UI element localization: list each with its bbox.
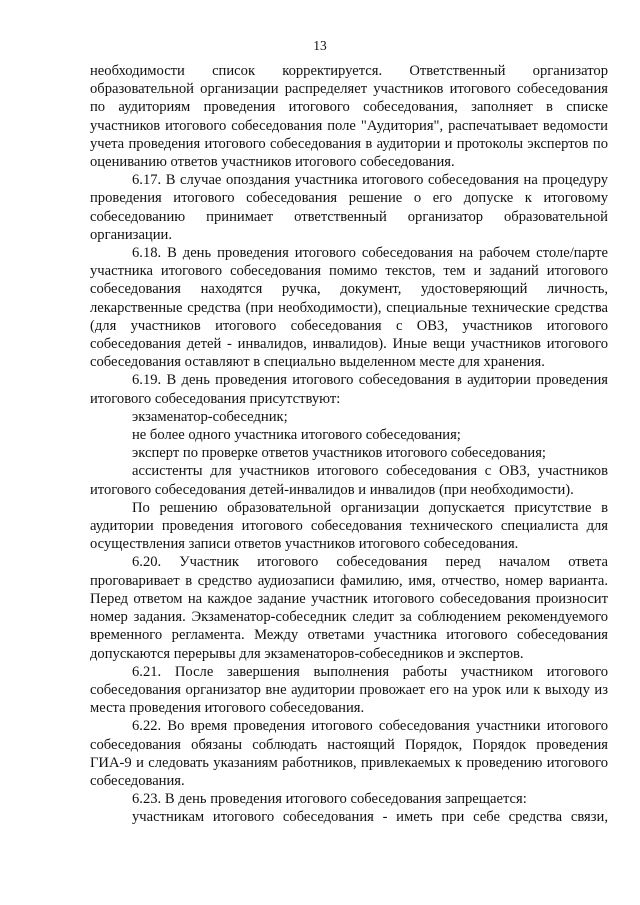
paragraph-6-20: 6.20. Участник итогового собеседования перед началом ответа проговаривает в средство аудиозаписи фамилию, имя, отчество, номер варианта. Перед ответом на каждое задание участник итогового собеседования произносит номер задания. Экзаменатор-собеседник следит за соблюдением рекомендуемого временного регламента. Между ответами участника итогового собеседования допускаются перерывы для экзаменаторов-собеседников и экспертов. bbox=[90, 554, 608, 662]
paragraph-technical-specialist: По решению образовательной организации допускается присутствие в аудитории проведения итогового собеседования технического специалиста для осуществления записи ответов участников итогового собеседования. bbox=[90, 499, 608, 553]
paragraph-continuation: необходимости список корректируется. Ответственный организатор образовательной организации распределяет участников итогового собеседования по аудиториям проведения итогового собеседования, заполняет в списке участников итогового собеседования поле "Аудитория", распечатывает ведомости учета проведения итогового собеседования в аудитории и протоколы экспертов по оцениванию ответов участников итогового собеседования. bbox=[90, 63, 608, 171]
paragraph-6-22: 6.22. Во время проведения итогового собеседования участники итогового собеседования обязаны соблюдать настоящий Порядок, Порядок проведения ГИА-9 и следовать указаниям работников, привлекаемых к проведению итогового собеседования. bbox=[90, 718, 608, 789]
list-item-assistants: ассистенты для участников итогового собеседования с ОВЗ, участников итогового собеседования детей-инвалидов и инвалидов (при необходимости). bbox=[90, 463, 608, 498]
paragraph-6-21: 6.21. После завершения выполнения работы участником итогового собеседования организатор вне аудитории провожает его на урок или к выходу из места проведения итогового собеседования. bbox=[90, 663, 608, 717]
page-number: 13 bbox=[313, 38, 327, 53]
list-item-participants-prohibition: участникам итогового собеседования - иметь при себе средства связи, bbox=[132, 809, 608, 826]
list-item-expert: эксперт по проверке ответов участников итогового собеседования; bbox=[132, 445, 546, 462]
paragraph-6-17: 6.17. В случае опоздания участника итогового собеседования на процедуру проведения итогового собеседования решение о его допуске к итоговому собеседованию принимает ответственный организатор образовательной организации. bbox=[90, 172, 608, 243]
paragraph-6-19: 6.19. В день проведения итогового собеседования в аудитории проведения итогового собеседования присутствуют: bbox=[90, 372, 608, 407]
list-item-examiner: экзаменатор-собеседник; bbox=[132, 408, 288, 425]
paragraph-6-23: 6.23. В день проведения итогового собеседования запрещается: bbox=[132, 791, 527, 808]
paragraph-6-18: 6.18. В день проведения итогового собеседования на рабочем столе/парте участника итогового собеседования помимо текстов, тем и заданий итогового собеседования находятся ручка, документ, удостоверяющий личность, лекарственные средства (при необходимости), специальные технические средства (для участников итогового собеседования с ОВЗ, участников итогового собеседования детей - инвалидов, инвалидов). Иные вещи участников итогового собеседования оставляют в специально выделенном месте для хранения. bbox=[90, 245, 608, 371]
document-body bbox=[90, 62, 608, 827]
list-item-participant: не более одного участника итогового собеседования; bbox=[132, 427, 461, 444]
